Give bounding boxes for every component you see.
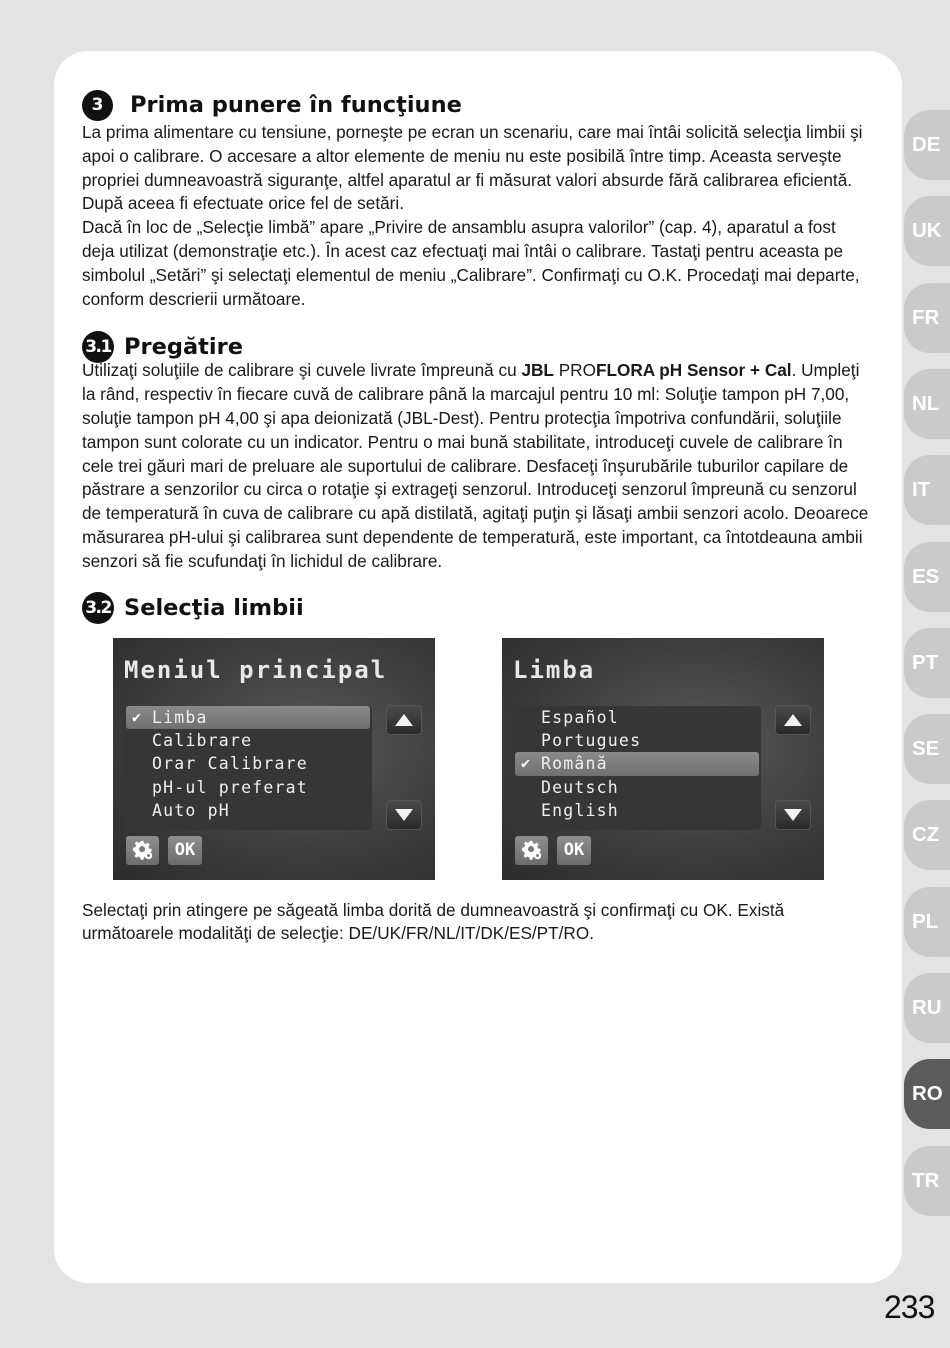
language-list [513, 706, 761, 830]
language-tab-es[interactable]: ES [904, 542, 950, 612]
section-paragraph: Selectaţi prin atingere pe săgeată limba dorită de dumneavoastră şi confirmaţi cu OK. Există următoarele modalităţi de selecţie: DE/UK/FR/NL/IT/DK/ES/PT/RO. [82, 899, 785, 944]
page-number: 233 [884, 1289, 935, 1325]
device-screenshots [82, 638, 872, 894]
language-screen [502, 638, 824, 880]
section-heading-startup [82, 88, 872, 122]
menu-list [124, 706, 372, 830]
list-item-label: Română [541, 754, 608, 774]
product-name: FLORA pH Sensor + Cal [595, 360, 792, 381]
list-item-label: Español [541, 707, 619, 727]
list-item-label: pH-ul preferat [152, 777, 308, 797]
language-tab-cz[interactable]: CZ [904, 800, 950, 870]
brand-name: PRO [553, 360, 596, 381]
language-tab-it[interactable]: IT [904, 455, 950, 525]
section-heading-language [82, 591, 872, 625]
language-tab-fr[interactable]: FR [904, 283, 950, 353]
section-title: Selecţia limbii [124, 594, 304, 621]
list-item[interactable] [513, 706, 761, 729]
section-number-badge: 3 [82, 90, 113, 121]
list-item[interactable] [515, 752, 759, 775]
arrow-up-icon [784, 714, 802, 726]
scroll-down-button[interactable] [775, 800, 811, 830]
section-paragraph [82, 121, 872, 311]
list-item[interactable] [124, 729, 372, 752]
screen-title: Limba [513, 655, 596, 684]
gear-icon [132, 839, 154, 861]
list-item-label: Limba [152, 707, 208, 727]
scroll-down-button[interactable] [386, 800, 422, 830]
settings-button[interactable] [515, 836, 548, 865]
list-item[interactable] [126, 706, 370, 729]
brand-name: JBL [521, 360, 554, 381]
list-item-label: Auto pH [152, 801, 230, 821]
section-number-badge: 3.2 [82, 592, 114, 624]
gear-icon [521, 839, 543, 861]
language-tab-uk[interactable]: UK [904, 196, 950, 266]
language-tab-de[interactable]: DE [904, 110, 950, 180]
arrow-down-icon [395, 809, 413, 821]
screen-title: Meniul principal [124, 655, 388, 684]
scroll-up-button[interactable] [775, 705, 811, 735]
list-item-label: English [541, 801, 619, 821]
list-item-label: Orar Calibrare [152, 754, 308, 774]
arrow-up-icon [395, 714, 413, 726]
language-tab-se[interactable]: SE [904, 714, 950, 784]
paragraph-text: Dacă în loc de „Selecţie limbă” apare „Privire de ansamblu asupra valorilor” (cap. 4), aparatul a fost deja utilizat (demonstraţie etc.). În acest caz efectuaţi mai întâi o calibrare. Tastaţi pentru aceasta pe simbolul „Setări” şi selectaţi elementul de meniu „Calibrare”. Confirmaţi cu O.K. Procedaţi mai departe, conform descrierii următoare. [82, 217, 860, 309]
main-menu-screen [113, 638, 435, 880]
language-tab-pt[interactable]: PT [904, 628, 950, 698]
main-content [82, 88, 872, 946]
paragraph-text: Utilizaţi soluţiile de calibrare şi cuvele livrate împreună cu [82, 360, 522, 381]
paragraph-text: La prima alimentare cu tensiune, porneşte pe ecran un scenariu, care mai întâi solicită selecţia limbii şi apoi o calibrare. O accesare a altor elemente de meniu nu este posibilă între timp. Aceasta serveşte propriei dumneavoastră siguranţe, altfel aparatul ar fi măsurat valori absurde fără calibrarea eficientă. După aceea fi efectuate orice fel de setări. [82, 122, 863, 214]
section-title: Pregătire [124, 334, 243, 361]
scroll-up-button[interactable] [386, 705, 422, 735]
settings-button[interactable] [126, 836, 159, 865]
arrow-down-icon [784, 809, 802, 821]
paragraph-text: . Umpleţi la rând, respectiv în fiecare cuvă de calibrare până la marcajul pentru 10 ml: Soluţie tampon pH 7,00, soluţie tampon pH 4,00 şi apa deionizată (JBL-Dest). Pentru protecţia împotriva confundării, soluţiile tampon sunt colorate cu un indicator. Pentru o mai bună stabilitate, introduceţi cuvele de calibrare în cele trei găuri mari de preluare ale suportului de calibrare. Desfaceţi înşurubările tuburilor capilare de păstrare a senzorilor cu circa o rotaţie şi extrageţi senzorul. Introduceţi senzorul împreună cu senzorul de temperatură în cuva de calibrare cu apă distilată, agitaţi puţin şi lăsaţi ambii senzori acolo. Deoarece măsurarea pH-ului şi calibrarea sunt dependente de temperatură, este important, ca întotdeauna ambii senzori să fie scufundaţi în lichidul de calibrare. [82, 360, 869, 571]
checkmark-icon: ✔ [521, 754, 532, 773]
list-item-label: Calibrare [152, 730, 253, 750]
list-item[interactable] [513, 799, 761, 822]
list-item[interactable] [124, 752, 372, 775]
language-tab-tr[interactable]: TR [904, 1146, 950, 1216]
list-item-label: Deutsch [541, 777, 619, 797]
ok-button[interactable]: OK [168, 836, 202, 865]
list-item[interactable] [513, 729, 761, 752]
section-title: Prima punere în funcţiune [130, 92, 462, 118]
list-item-label: Portugues [541, 730, 642, 750]
language-tab-pl[interactable]: PL [904, 887, 950, 957]
checkmark-icon: ✔ [132, 707, 143, 726]
section-paragraph [82, 359, 872, 573]
list-item[interactable] [124, 776, 372, 799]
list-item[interactable] [124, 799, 372, 822]
section-number-badge: 3.1 [82, 331, 114, 363]
language-tab-nl[interactable]: NL [904, 369, 950, 439]
language-tab-ro[interactable]: RO [904, 1059, 950, 1129]
list-item[interactable] [513, 776, 761, 799]
ok-button[interactable]: OK [557, 836, 591, 865]
language-tab-ru[interactable]: RU [904, 973, 950, 1043]
